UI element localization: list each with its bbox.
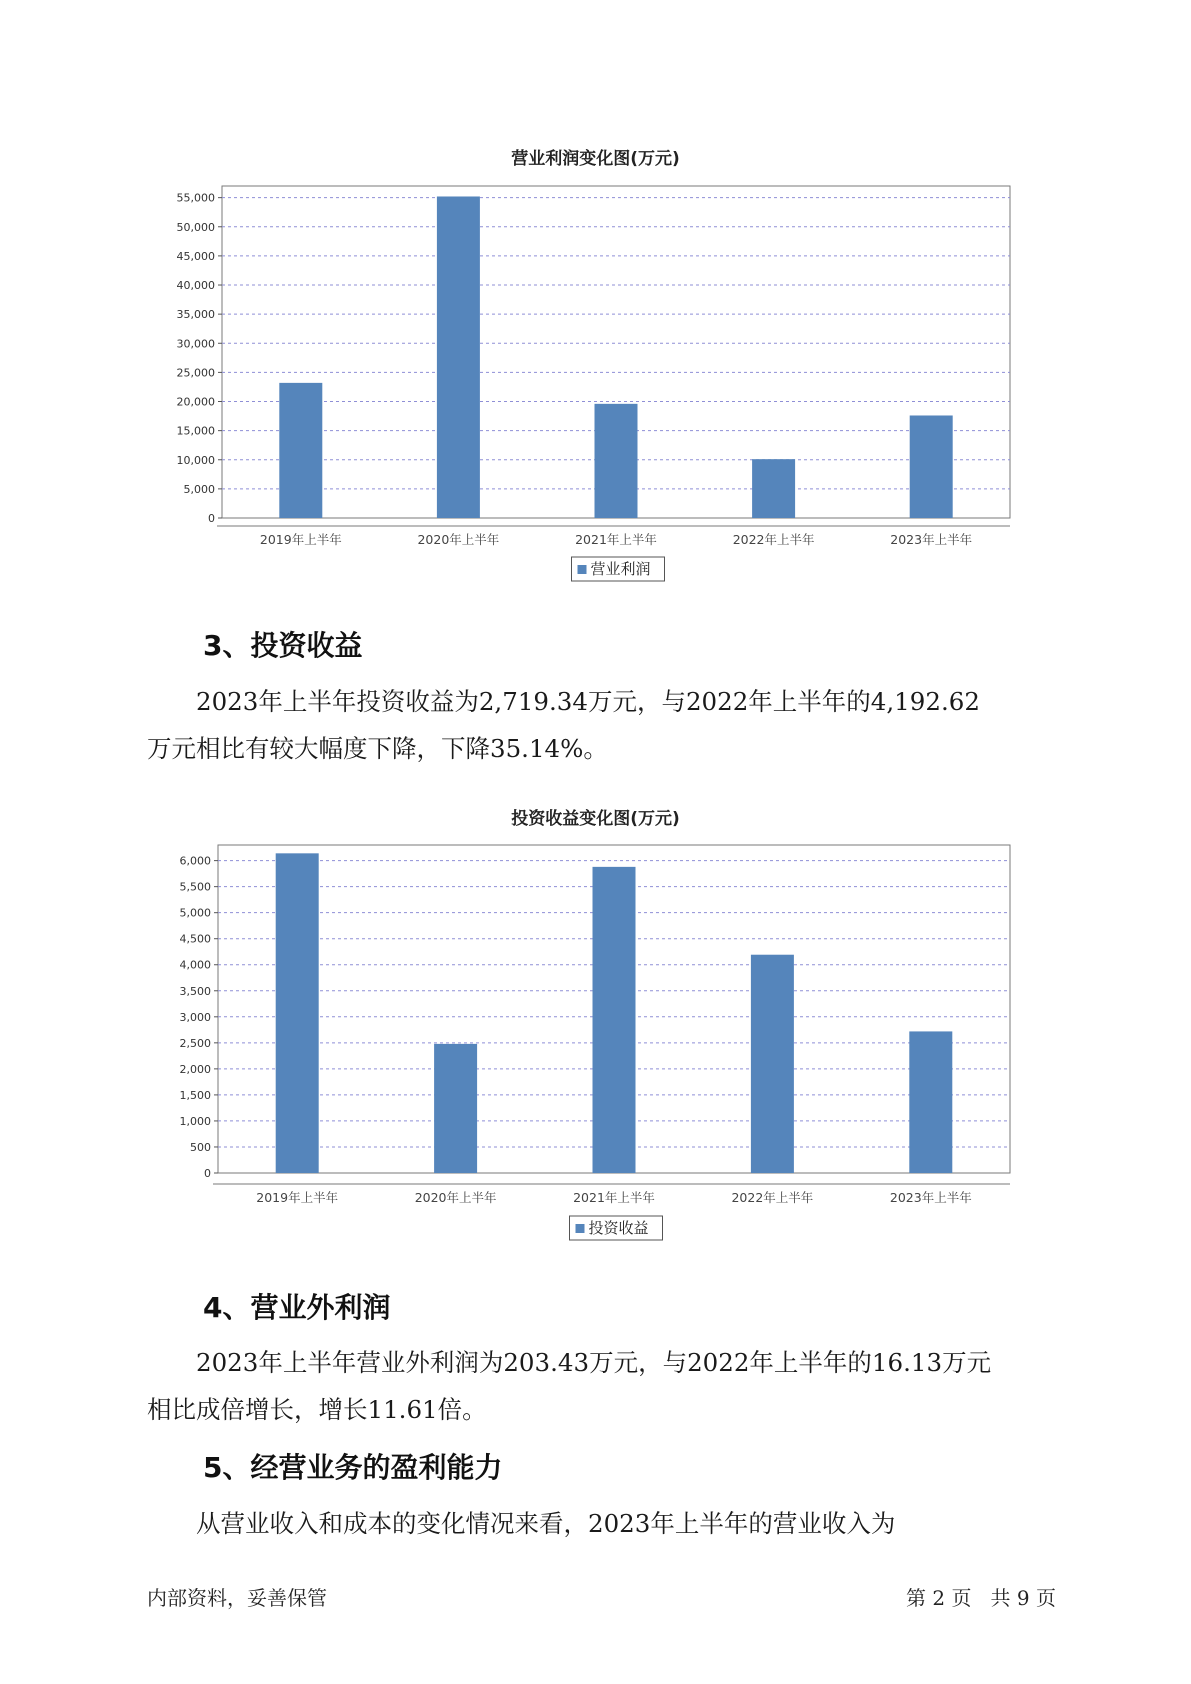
y-tick-label: 1,500 [179, 1088, 211, 1102]
y-tick-label: 40,000 [176, 279, 215, 293]
x-tick-label: 2022年上半年 [731, 1190, 814, 1205]
bar [751, 955, 794, 1173]
y-tick-label: 0 [204, 1167, 211, 1180]
y-tick-label: 50,000 [176, 220, 215, 234]
y-tick-label: 2,500 [179, 1036, 211, 1050]
y-tick-label: 15,000 [176, 424, 215, 438]
section-heading-investment-income: 3、投资收益 [203, 629, 363, 662]
chart1-title: 营业利润变化图(万元) [511, 149, 680, 169]
y-tick-label: 25,000 [176, 366, 215, 380]
x-tick-label: 2022年上半年 [732, 532, 815, 547]
non-operating-profit-paragraph [147, 1339, 1067, 1433]
x-tick-label: 2019年上半年 [256, 1190, 339, 1205]
paragraph-line: 2023年上半年营业外利润为203.43万元，与2022年上半年的16.13万元 [196, 1348, 992, 1377]
x-tick-label: 2019年上半年 [259, 532, 342, 547]
y-tick-label: 500 [190, 1140, 211, 1154]
profitability-paragraph [147, 1500, 1067, 1547]
y-tick-label: 5,000 [179, 906, 211, 920]
footer-confidential-note: 内部资料，妥善保管 [147, 1586, 327, 1610]
y-tick-label: 5,500 [179, 880, 211, 894]
x-tick-label: 2020年上半年 [414, 1190, 497, 1205]
y-tick-label: 3,500 [179, 984, 211, 998]
footer-page-number: 第 2 页 共 9 页 [906, 1586, 1056, 1610]
y-tick-label: 55,000 [176, 191, 215, 205]
paragraph-line: 2023年上半年投资收益为2,719.34万元，与2022年上半年的4,192.62 [196, 687, 980, 716]
legend-label: 营业利润 [590, 560, 651, 578]
x-tick-label: 2021年上半年 [575, 532, 657, 547]
y-tick-label: 2,000 [179, 1062, 211, 1076]
y-tick-label: 35,000 [176, 308, 215, 322]
bar [276, 853, 319, 1173]
y-tick-label: 45,000 [176, 249, 215, 263]
y-tick-label: 4,500 [179, 932, 211, 946]
legend-label: 投资收益 [588, 1219, 649, 1237]
y-tick-label: 3,000 [179, 1010, 211, 1024]
paragraph-line: 从营业收入和成本的变化情况来看，2023年上半年的营业收入为 [196, 1509, 896, 1538]
y-tick-label: 10,000 [176, 453, 215, 467]
x-tick-label: 2023年上半年 [890, 532, 973, 547]
paragraph-line: 相比成倍增长，增长11.61倍。 [147, 1395, 487, 1424]
section-heading-non-operating-profit: 4、营业外利润 [203, 1291, 391, 1324]
x-tick-label: 2021年上半年 [573, 1190, 655, 1205]
paragraph-line: 万元相比有较大幅度下降，下降35.14%。 [147, 734, 608, 763]
y-tick-label: 5,000 [183, 482, 215, 496]
legend-swatch [576, 1224, 585, 1233]
y-tick-label: 30,000 [176, 337, 215, 351]
x-tick-label: 2023年上半年 [889, 1190, 972, 1205]
y-tick-label: 6,000 [179, 854, 211, 868]
section-heading-profitability: 5、经营业务的盈利能力 [203, 1451, 503, 1484]
y-tick-label: 0 [208, 512, 215, 525]
x-tick-label: 2020年上半年 [417, 532, 500, 547]
bar [593, 867, 636, 1173]
bar [434, 1044, 477, 1173]
y-tick-label: 20,000 [176, 395, 215, 409]
y-tick-label: 4,000 [179, 958, 211, 972]
y-tick-label: 1,000 [179, 1114, 211, 1128]
bar [909, 1031, 952, 1173]
chart2-title: 投资收益变化图(万元) [511, 809, 680, 829]
